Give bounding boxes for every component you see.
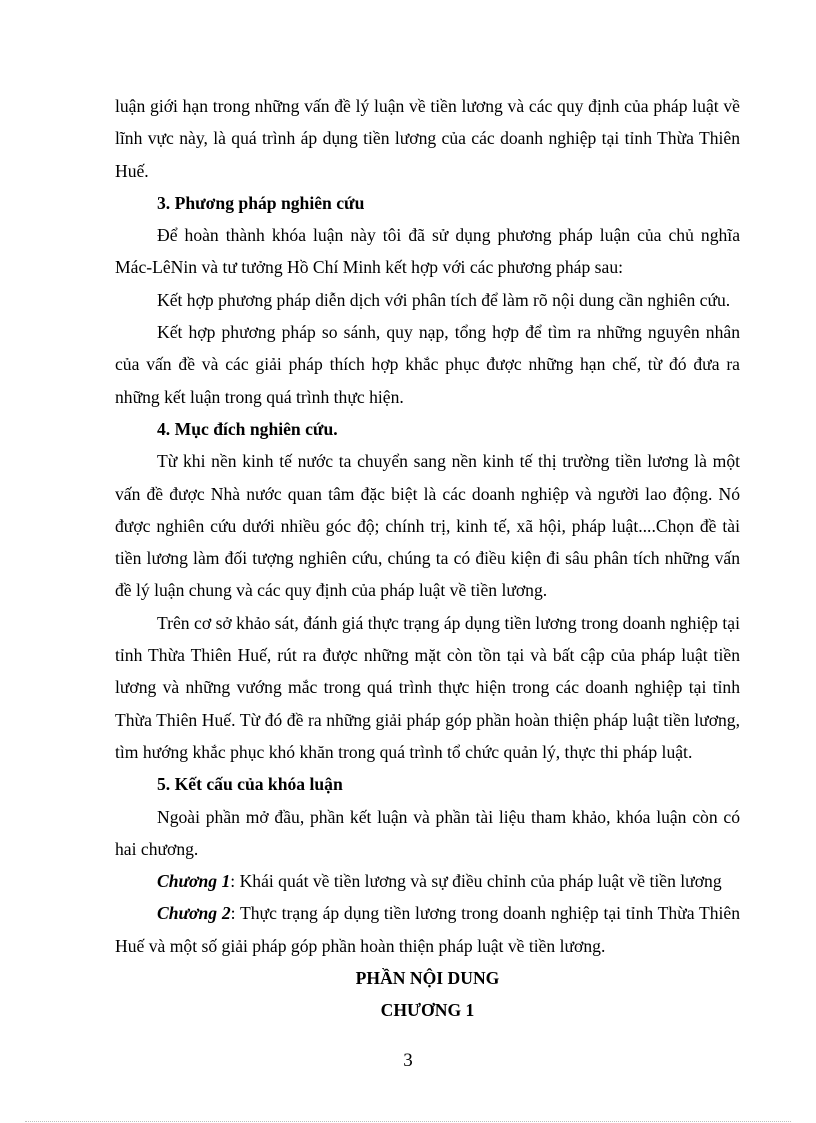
paragraph-chapter-2 [115,897,740,962]
heading-structure: 5. Kết cấu của khóa luận [157,774,343,795]
paragraph-purpose-2: Trên cơ sở khảo sát, đánh giá thực trạng áp dụng tiền lương trong doanh nghiệp tại tỉnh Thừa Thiên Huế, rút ra được những mặt còn tồn tại và bất cập của pháp luật tiền lương và những vướng mắc trong quá trình thực hiện trong các doanh nghiệp tại tỉnh Thừa Thiên Huế. Từ đó đề ra những giải pháp góp phần hoàn thiện pháp luật tiền lương, tìm hướng khắc phục khó khăn trong quá trình tổ chức quản lý, thực thi pháp luật. [115,612,740,762]
paragraph-method-2: Kết hợp phương pháp so sánh, quy nạp, tổng hợp để tìm ra những nguyên nhân của vấn đề và các giải pháp thích hợp khắc phục được những hạn chế, từ đó đưa ra những kết luận trong quá trình thực hiện. [115,322,740,407]
document-page [115,90,740,1027]
heading-research-purpose: 4. Mục đích nghiên cứu. [157,418,338,439]
paragraph-method-intro: Để hoàn thành khóa luận này tôi đã sử dụng phương pháp luận của chủ nghĩa Mác-LêNin và tư tưởng Hồ Chí Minh kết hợp với các phương pháp sau: [115,225,740,278]
heading-research-method: 3. Phương pháp nghiên cứu [157,192,365,213]
part-title: PHẦN NỘI DUNG [355,968,500,989]
chapter-2-label: Chương 2 [157,903,231,924]
page-break-line [25,1121,791,1122]
chapter-2-text: : Thực trạng áp dụng tiền lương trong doanh nghiệp tại tỉnh Thừa Thiên Huế và một số giải pháp góp phần hoàn thiện pháp luật về tiền lương. [115,903,740,956]
paragraph-purpose-1: Từ khi nền kinh tế nước ta chuyển sang nền kinh tế thị trường tiền lương là một vấn đề được Nhà nước quan tâm đặc biệt là các doanh nghiệp và người lao động. Nó được nghiên cứu dưới nhiều góc độ; chính trị, kinh tế, xã hội, pháp luật....Chọn đề tài tiền lương làm đối tượng nghiên cứu, chúng ta có điều kiện đi sâu phân tích những vấn đề lý luận chung và các quy định của pháp luật về tiền lương. [115,451,740,601]
paragraph-structure: Ngoài phần mở đầu, phần kết luận và phần tài liệu tham khảo, khóa luận còn có hai chương. [115,806,740,859]
paragraph-chapter-1 [115,865,740,897]
chapter-1-text: : Khái quát về tiền lương và sự điều chỉnh của pháp luật về tiền lương [230,871,722,892]
paragraph-method-1: Kết hợp phương pháp diễn dịch với phân tích để làm rõ nội dung cần nghiên cứu. [157,289,731,310]
chapter-1-label: Chương 1 [157,871,231,892]
page-number: 3 [403,1050,413,1071]
paragraph-scope: luận giới hạn trong những vấn đề lý luận về tiền lương và các quy định của pháp luật về lĩnh vực này, là quá trình áp dụng tiền lương của các doanh nghiệp tại tỉnh Thừa Thiên Huế. [115,96,740,181]
chapter-title: CHƯƠNG 1 [380,1000,475,1021]
